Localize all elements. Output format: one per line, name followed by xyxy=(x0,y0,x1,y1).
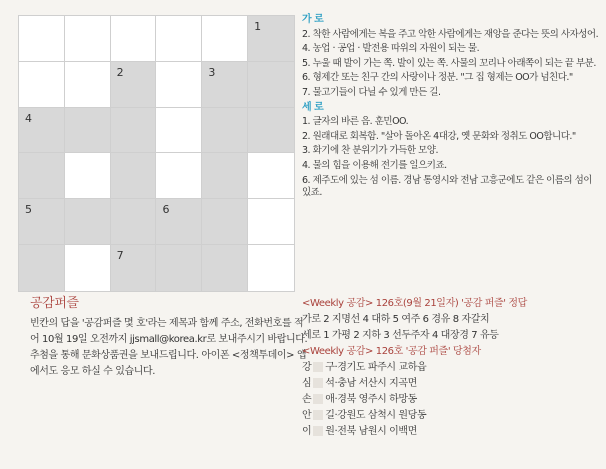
winner-region: 석·충남 서산시 지곡면 xyxy=(325,378,417,389)
grid-cell[interactable] xyxy=(248,108,294,154)
grid-cell[interactable] xyxy=(19,245,65,291)
cell-number: 5 xyxy=(25,203,32,217)
down-clues xyxy=(302,116,600,200)
puzzle-info xyxy=(30,296,310,380)
redaction-mark xyxy=(313,410,323,420)
grid-cell[interactable] xyxy=(156,62,202,108)
down-heading: 세 로 xyxy=(302,101,324,113)
redaction-mark xyxy=(313,378,323,388)
grid-cell[interactable] xyxy=(202,108,248,154)
winner-row xyxy=(302,408,600,424)
across-clue: 7. 물고기들이 다닐 수 있게 만든 길. xyxy=(302,86,441,98)
grid-cell[interactable] xyxy=(202,16,248,62)
down-clue: 4. 물의 힘을 이용해 전기를 일으키죠. xyxy=(302,159,447,171)
grid-cell[interactable] xyxy=(248,16,294,62)
winner-row xyxy=(302,376,600,392)
winner-initial: 강 xyxy=(302,362,312,373)
grid-cell[interactable] xyxy=(65,245,111,291)
redaction-mark xyxy=(313,426,323,436)
grid-cell[interactable] xyxy=(19,153,65,199)
grid-cell[interactable] xyxy=(111,16,157,62)
grid-cell[interactable] xyxy=(202,62,248,108)
winner-region: 원·전북 남원시 이백면 xyxy=(325,426,417,437)
grid-cell[interactable] xyxy=(65,62,111,108)
down-clue: 1. 글자의 바른 음. 훈민OO. xyxy=(302,116,409,128)
grid-cell[interactable] xyxy=(248,245,294,291)
winner-initial: 손 xyxy=(302,394,312,405)
grid-cell[interactable] xyxy=(248,62,294,108)
across-clue: 4. 농업 · 공업 · 발전용 따위의 자원이 되는 물. xyxy=(302,43,480,55)
cell-number: 7 xyxy=(116,249,124,263)
winner-row xyxy=(302,424,600,440)
winners-title: <Weekly 공감> 126호 '공감 퍼즐' 당첨자 xyxy=(302,346,481,357)
puzzle-instructions: 빈칸의 답을 '공감퍼즐 몇 호'라는 제목과 함께 주소, 전화번호를 적어 10월 19일 오전까지 jjsmall@korea.kr로 보내주시기 바랍니다. 추첨을 통해 문화상품권을 보내드립니다. 아이폰 <정책투데이> 앱에서도 응모 하실 수 있습니다. xyxy=(30,318,308,377)
down-clue: 3. 화기에 찬 분위기가 가득한 모양. xyxy=(302,145,438,157)
answers-down: 세로 1 가평 2 지하 3 선두주자 4 대장경 7 유등 xyxy=(302,330,499,341)
grid-cell[interactable] xyxy=(19,16,65,62)
grid-cell[interactable] xyxy=(156,199,202,245)
winner-row xyxy=(302,360,600,376)
cell-number: 1 xyxy=(254,20,262,33)
cell-number: 2 xyxy=(116,65,124,79)
grid-cell[interactable] xyxy=(65,108,111,154)
grid-cell[interactable] xyxy=(65,16,111,62)
grid-cell[interactable] xyxy=(156,153,202,199)
down-clue: 2. 원래대로 회복함. "살아 돌아온 4대강, 옛 문화와 정취도 OO합니다." xyxy=(302,130,576,142)
grid-cell[interactable] xyxy=(202,153,248,199)
crossword-grid xyxy=(18,15,295,292)
answers-title: <Weekly 공감> 126호(9월 21일자) '공감 퍼즐' 정답 xyxy=(302,298,527,309)
winner-region: 길·강원도 삼척시 원당동 xyxy=(325,410,427,421)
grid-cell[interactable] xyxy=(111,245,157,291)
across-clue: 5. 누울 때 발이 가는 쪽. 발이 있는 쪽. 사물의 꼬리나 아래쪽이 되는 끝 부분. xyxy=(302,57,596,69)
across-clue: 6. 형제간 또는 친구 간의 사랑이나 정분. "그 집 형제는 OO가 넘친다." xyxy=(302,72,573,84)
answers-across: 가로 2 지명선 4 대하 5 여주 6 경유 8 자갈치 xyxy=(302,314,490,325)
grid-cell[interactable] xyxy=(19,108,65,154)
redaction-mark xyxy=(313,362,323,372)
cell-number: 3 xyxy=(208,65,216,79)
down-clue: 6. 제주도에 있는 섬 이름. 경남 통영시와 전남 고흥군에도 같은 이름의 섬이 있죠. xyxy=(302,174,592,199)
winner-initial: 심 xyxy=(302,378,312,389)
grid-cell[interactable] xyxy=(19,62,65,108)
puzzle-title: 공감퍼즐 xyxy=(30,296,79,311)
grid-cell[interactable] xyxy=(156,245,202,291)
redaction-mark xyxy=(313,394,323,404)
grid-cell[interactable] xyxy=(19,199,65,245)
grid-cell[interactable] xyxy=(156,108,202,154)
grid-cell[interactable] xyxy=(111,62,157,108)
across-clue: 2. 착한 사람에게는 복을 주고 악한 사람에게는 재앙을 준다는 뜻의 사자성어. xyxy=(302,28,599,40)
across-clues xyxy=(302,29,600,100)
grid-cell[interactable] xyxy=(65,153,111,199)
grid-cell[interactable] xyxy=(248,153,294,199)
winner-initial: 이 xyxy=(302,426,312,437)
grid-cell[interactable] xyxy=(248,199,294,245)
grid-cell[interactable] xyxy=(202,199,248,245)
grid-cell[interactable] xyxy=(202,245,248,291)
grid-cell[interactable] xyxy=(65,199,111,245)
winner-row xyxy=(302,392,600,408)
clues-panel xyxy=(302,14,600,202)
grid-cell[interactable] xyxy=(111,153,157,199)
grid-cell[interactable] xyxy=(111,108,157,154)
winner-initial: 안 xyxy=(302,410,312,421)
across-heading: 가 로 xyxy=(302,14,324,25)
grid-cell[interactable] xyxy=(111,199,157,245)
cell-number: 6 xyxy=(162,203,170,217)
cell-number: 4 xyxy=(25,111,32,125)
grid-cell[interactable] xyxy=(156,16,202,62)
winner-region: 구·경기도 파주시 교하읍 xyxy=(325,362,427,373)
answers-panel xyxy=(302,296,600,440)
winners-list xyxy=(302,360,600,440)
winner-region: 애·경북 영주시 하망동 xyxy=(325,394,417,405)
